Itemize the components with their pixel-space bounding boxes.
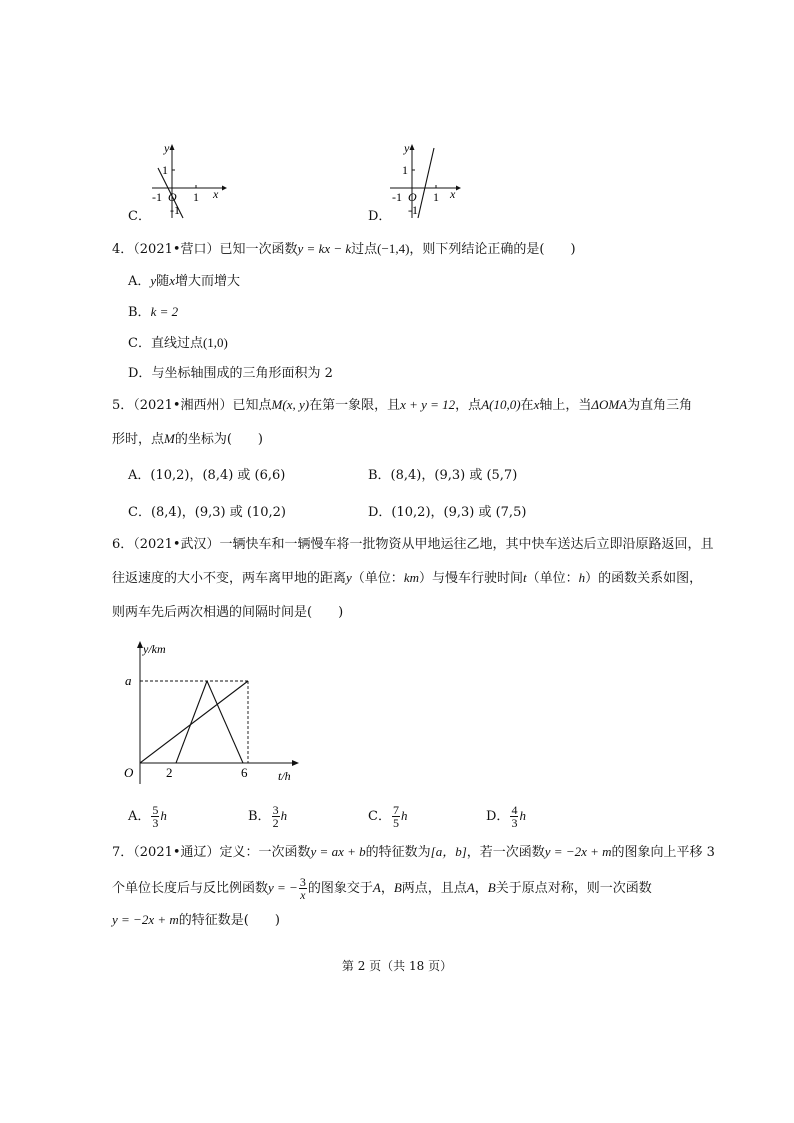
q6-graph-y-label: y/km bbox=[143, 642, 166, 656]
q5-option-b: B．(8,4)，(9,3) 或 (5,7) bbox=[368, 468, 518, 483]
q7-stem-line3: y = −2x + m的特征数是( ) bbox=[112, 912, 280, 928]
graph-c-one-x: 1 bbox=[193, 190, 199, 204]
graph-d-x-label: x bbox=[450, 187, 456, 201]
q6-graph-tick-2: 2 bbox=[166, 765, 173, 780]
q4-option-a: A．y随x增大而增大 bbox=[128, 273, 240, 289]
q5-stem-line1: 5．（2021•湘西州）已知点M(x, y)在第一象限，且x + y = 12，点A(10,0)在x轴上，当ΔOMA为直角三角 bbox=[112, 397, 693, 413]
q6-graph-x-label: t/h bbox=[278, 769, 291, 783]
q6-graph-origin: O bbox=[124, 765, 134, 780]
q6-option-c: C． $\frac{7}{5}$ h bbox=[368, 803, 408, 830]
graph-c-neg-one-y: -1 bbox=[170, 203, 180, 217]
q3-option-c-label: C． bbox=[128, 209, 151, 224]
q7-stem-line1: 7．（2021•通辽）定义：一次函数y = ax + b的特征数为[a，b]，若一次函数y = −2x + m的图象向上平移 3 bbox=[112, 844, 715, 860]
graph-d-one-y: 1 bbox=[402, 163, 408, 177]
q6-graph-tick-6: 6 bbox=[241, 765, 248, 780]
graph-c-neg-one-x: -1 bbox=[152, 190, 162, 204]
q6-distance-time-graph bbox=[112, 636, 302, 786]
q4-option-b: B．k = 2 bbox=[128, 304, 179, 320]
q6-stem-line1: 6．（2021•武汉）一辆快车和一辆慢车将一批物资从甲地运往乙地，其中快车送达后立即沿原路返回，且 bbox=[112, 537, 714, 552]
q6-option-b: B． $\frac{3}{2}$ h bbox=[248, 803, 288, 830]
q4-function: y = kx − k bbox=[297, 241, 352, 256]
graph-d-y-label: y bbox=[404, 141, 410, 155]
graph-d-neg-one-x: -1 bbox=[392, 190, 402, 204]
q6-stem-line3: 则两车先后两次相遇的间隔时间是( ) bbox=[112, 605, 344, 620]
graph-d-origin: O bbox=[408, 190, 417, 204]
q6-option-a: A． $\frac{5}{3}$ h bbox=[128, 803, 167, 830]
graph-option-c bbox=[140, 140, 230, 220]
q5-option-d: D．(10,2)，(9,3) 或 (7,5) bbox=[368, 505, 527, 520]
page-footer: 第 2 页（共 18 页） bbox=[341, 959, 453, 973]
q4-option-d: D．与坐标轴围成的三角形面积为 2 bbox=[128, 366, 333, 381]
graph-c-y-label: y bbox=[164, 141, 170, 155]
q5-option-a: A．(10,2)，(8,4) 或 (6,6) bbox=[128, 468, 286, 483]
q6-stem-line2: 往返速度的大小不变，两车离甲地的距离y（单位：km）与慢车行驶时间t（单位：h）的函数关系如图， bbox=[112, 570, 703, 586]
graph-option-d bbox=[384, 140, 474, 220]
graph-c-x-label: x bbox=[213, 187, 219, 201]
q4-option-c: C．直线过点(1,0) bbox=[128, 335, 228, 351]
q5-stem-line2: 形时，点M的坐标为( ) bbox=[112, 431, 264, 447]
q4-stem: 4．（2021•营口）已知一次函数y = kx − k过点(−1,4)，则下列结论正确的是( ) bbox=[112, 241, 576, 257]
q6-graph-a-label: a bbox=[125, 673, 132, 688]
q7-stem-line2: 个单位长度后与反比例函数y = − $\frac{3}{x}$ 的图象交于A，B两点，且点A，B关于原点对称，则一次函数 bbox=[112, 875, 652, 902]
q5-option-c: C．(8,4)，(9,3) 或 (10,2) bbox=[128, 505, 286, 520]
q4-point: (−1,4) bbox=[377, 241, 410, 256]
q6-option-d: D． $\frac{4}{3}$ h bbox=[486, 803, 526, 830]
graph-d-one-x: 1 bbox=[433, 190, 439, 204]
graph-c-one-y: 1 bbox=[162, 163, 168, 177]
graph-d-neg-one-y: -1 bbox=[408, 203, 418, 217]
q3-option-d-label: D． bbox=[368, 209, 392, 224]
graph-c-origin: O bbox=[168, 190, 177, 204]
